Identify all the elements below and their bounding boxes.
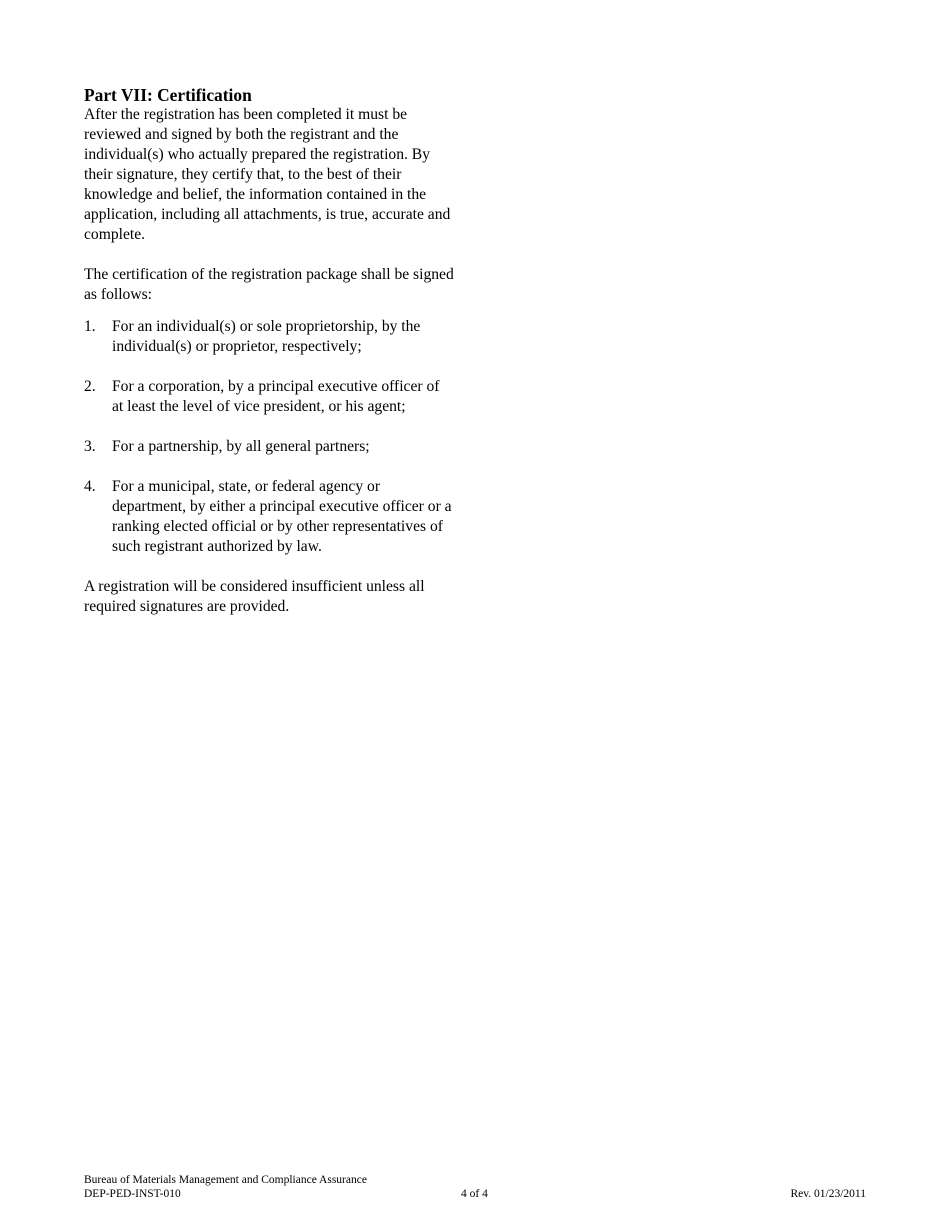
lead-in-paragraph: The certification of the registration package shall be signed as follows: [84,266,454,303]
footer-row-bottom [84,1187,866,1201]
list-item-number: 3. [84,438,96,455]
certification-section [84,85,454,617]
closing-paragraph: A registration will be considered insufficient unless all required signatures are provided. [84,578,425,615]
footer-doc-id: DEP-PED-INST-010 [84,1188,181,1200]
list-item-number: 1. [84,318,96,335]
footer-bureau: Bureau of Materials Management and Compliance Assurance [84,1174,367,1186]
footer-revision: Rev. 01/23/2011 [790,1188,866,1200]
list-item-text: For a municipal, state, or federal agency or department, by either a principal executive officer or a ranking elected official or by other representatives of such registrant authorized by law. [112,478,452,555]
list-item-number: 4. [84,478,96,495]
list-item [84,377,454,417]
list-item [84,317,454,357]
footer-row-top [84,1173,866,1187]
intro-paragraph: After the registration has been completed it must be reviewed and signed by both the registrant and the individual(s) who actually prepared the registration. By their signature, they certify that, to the best of their knowledge and belief, the information contained in the application, including all attachments, is true, accurate and complete. [84,106,451,243]
signatory-list [84,317,454,557]
footer-page-number: 4 of 4 [461,1188,488,1200]
list-item-text: For a corporation, by a principal executive officer of at least the level of vice president, or his agent; [112,378,440,415]
list-item-text: For a partnership, by all general partners; [112,438,370,455]
list-item-number: 2. [84,378,96,395]
section-heading: Part VII: Certification [84,85,252,105]
list-item-text: For an individual(s) or sole proprietorship, by the individual(s) or proprietor, respectively; [112,318,421,355]
list-item [84,437,454,457]
page-footer [84,1173,866,1201]
list-item [84,477,454,557]
